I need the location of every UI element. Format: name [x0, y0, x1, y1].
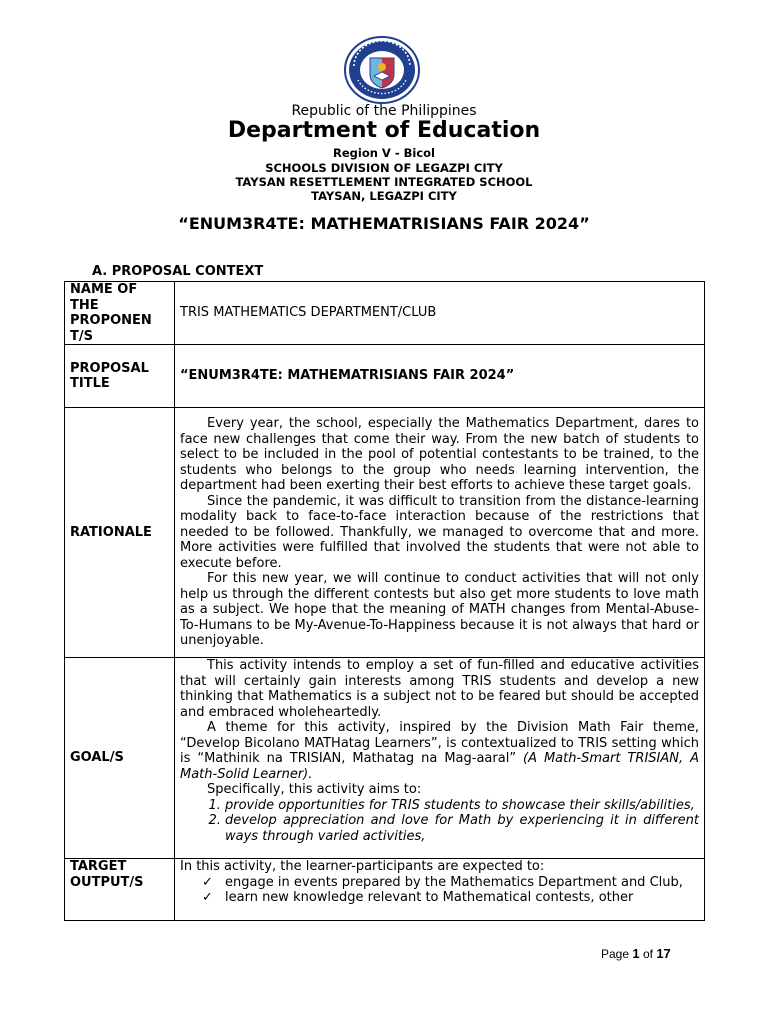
list-item: ✓ learn new knowledge relevant to Mathematical contests, other [202, 890, 699, 906]
goals-paragraph: This activity intends to employ a set of fun-filled and educative activities that will certainly gain interests among TRIS students and develop a new thinking that Mathematics is a subject not to be feared but should be accepted and embraced wholeheartedly. [180, 658, 699, 720]
aims-list [180, 798, 699, 845]
proposal-title-value: “ENUM3R4TE: MATHEMATRISIANS FAIR 2024” [175, 345, 705, 408]
outputs-list [180, 875, 699, 906]
page-word: Page [601, 947, 630, 961]
aims-intro: Specifically, this activity aims to: [207, 782, 422, 797]
section-heading: A. PROPOSAL CONTEXT [92, 264, 264, 279]
republic-line: Republic of the Philippines [291, 103, 477, 119]
division-line: SCHOOLS DIVISION OF LEGAZPI CITY [265, 161, 503, 175]
target-output-text [175, 859, 705, 921]
theme-text: A theme for this activity, inspired by the Division Math Fair theme, “Develop Bicolano MATHatag Learners”, is contextualized to TRIS setting which is “Mathinik na TRISIAN, Mathatag na Mag-aaral” [180, 720, 699, 766]
list-item: 1. provide opportunities for TRIS students to showcase their skills/abilities, [225, 798, 699, 814]
page-current: 1 [632, 946, 640, 961]
region-line: Region V - Bicol [333, 146, 435, 160]
table-row-rationale [65, 408, 705, 658]
list-item: 2. develop appreciation and love for Math by experiencing it in different ways through varied activities, [225, 813, 699, 844]
page-total: 17 [656, 946, 671, 961]
proposal-title-label: PROPOSAL TITLE [65, 345, 175, 408]
page-number [601, 946, 671, 961]
rationale-text [175, 408, 705, 658]
outputs-intro: In this activity, the learner-participants are expected to: [180, 859, 545, 874]
rationale-label: RATIONALE [65, 408, 175, 658]
proponent-label: NAME OF THE PROPONEN T/S [65, 282, 175, 345]
rationale-paragraph: For this new year, we will continue to conduct activities that will not only help us through the different contests but also get more students to love math as a subject. We hope that the meaning of MATH changes from Mental-Abuse-To-Humans to be My-Avenue-To-Happiness because it is not always that hard or unenjoyable. [180, 571, 699, 649]
target-output-label: TARGET OUTPUT/S [65, 859, 175, 921]
deped-seal-logo [343, 36, 421, 104]
rationale-paragraph: Every year, the school, especially the Mathematics Department, dares to face new challenges that come their way. From the new batch of students to select to be included in the pool of potential contestants to be trained, to the students who belongs to the group who needs learning intervention, the department had been exerting their best efforts to achieve these target goals. [180, 416, 699, 494]
theme-translation: (A Math-Smart TRISIAN, A Math-Solid Learner). [180, 751, 699, 782]
table-row-goals [65, 658, 705, 859]
table-row-title [65, 345, 705, 408]
department-name: Department of Education [227, 118, 541, 143]
goals-theme-paragraph [180, 720, 699, 782]
table-row-proponent [65, 282, 705, 345]
school-line: TAYSAN RESETTLEMENT INTEGRATED SCHOOL [235, 175, 533, 189]
location-line: TAYSAN, LEGAZPI CITY [311, 189, 457, 203]
rationale-paragraph: Since the pandemic, it was difficult to transition from the distance-learning modality back to face-to-face interaction because of the restrictions that needed to be followed. Thankfully, we managed to overcome that and more. More activities were fulfilled that involved the students that were not able to execute before. [180, 493, 699, 571]
goals-text [175, 658, 705, 859]
page-of: of [642, 947, 653, 961]
table-row-outputs [65, 859, 705, 921]
goals-label: GOAL/S [65, 658, 175, 859]
list-item: ✓ engage in events prepared by the Mathematics Department and Club, [202, 875, 699, 891]
proposal-context-table [64, 281, 705, 921]
proponent-value: TRIS MATHEMATICS DEPARTMENT/CLUB [175, 282, 705, 345]
document-title: “ENUM3R4TE: MATHEMATRISIANS FAIR 2024” [178, 214, 590, 233]
